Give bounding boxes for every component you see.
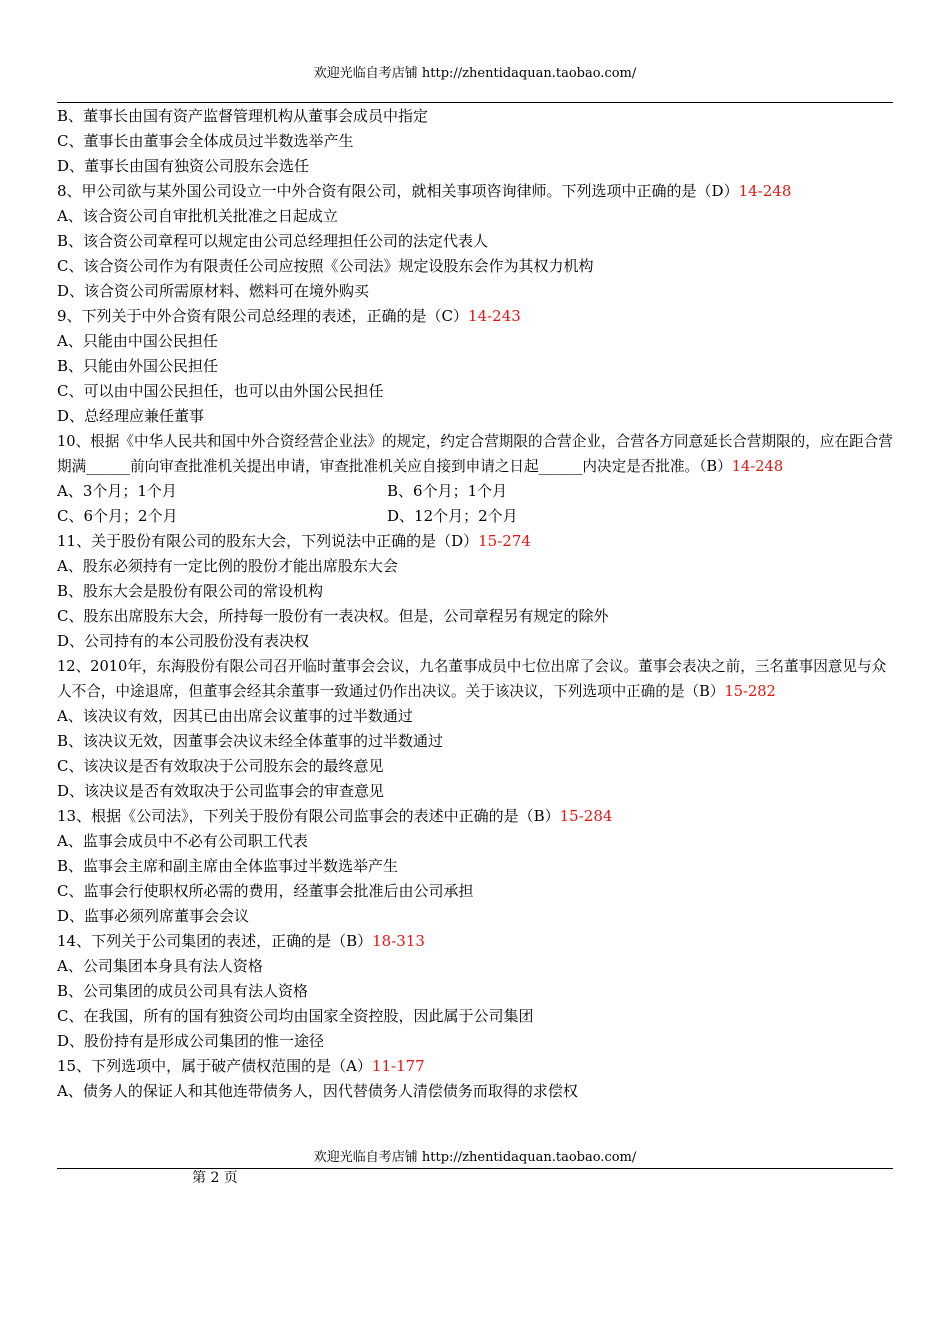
- option-line: A、公司集团本身具有法人资格: [57, 957, 263, 975]
- option-line: B、该决议无效，因董事会决议未经全体董事的过半数通过: [57, 732, 444, 750]
- option-line: D、董事长由国有独资公司股东会选任: [57, 157, 310, 175]
- question-text: 9、下列关于中外合资有限公司总经理的表述，正确的是（C）: [57, 307, 469, 325]
- option-line: A、股东必须持有一定比例的股份才能出席股东大会: [57, 557, 398, 575]
- question-text: 13、根据《公司法》，下列关于股份有限公司监事会的表述中正确的是（B）: [57, 807, 560, 825]
- option-line: A、该合资公司自审批机关批准之日起成立: [57, 207, 338, 225]
- option-line: D、公司持有的本公司股份没有表决权: [57, 632, 310, 650]
- question-11: [57, 529, 893, 554]
- option-line: D、股份持有是形成公司集团的惟一途径: [57, 1032, 325, 1050]
- header-rule: [57, 102, 893, 103]
- option-line: C、股东出席股东大会，所持每一股份有一表决权。但是，公司章程另有规定的除外: [57, 607, 609, 625]
- question-15: [57, 1054, 893, 1079]
- option-cell: B、6个月；1个月: [387, 482, 508, 500]
- reference-code: 14-243: [468, 307, 521, 325]
- reference-code: 11-177: [371, 1057, 425, 1075]
- question-text: 8、甲公司欲与某外国公司设立一中外合资有限公司，就相关事项咨询律师。下列选项中正确的是（D）: [57, 182, 739, 200]
- option-line: C、董事长由董事会全体成员过半数选举产生: [57, 132, 354, 150]
- option-line: C、该决议是否有效取决于公司股东会的最终意见: [57, 757, 384, 775]
- reference-code: 15-282: [724, 683, 776, 700]
- option-line: C、监事会行使职权所必需的费用，经董事会批准后由公司承担: [57, 882, 474, 900]
- question-text: 10、根据《中华人民共和国中外合资经营企业法》的规定，约定合营期限的合营企业，合营各方同意延长合营期限的，应在距合营期满______前向审查批准机关提出申请，审查批准机关应自接到申请之日起______内决定是否批准。（B）: [57, 433, 893, 475]
- option-line: B、股东大会是股份有限公司的常设机构: [57, 582, 324, 600]
- option-line: B、监事会主席和副主席由全体监事过半数选举产生: [57, 857, 399, 875]
- option-line: A、该决议有效，因其已由出席会议董事的过半数通过: [57, 707, 413, 725]
- footer-rule: [57, 1168, 893, 1169]
- question-13: [57, 804, 893, 829]
- option-pair: [57, 479, 893, 504]
- option-cell: D、12个月；2个月: [387, 507, 518, 525]
- option-line: C、该合资公司作为有限责任公司应按照《公司法》规定设股东会作为其权力机构: [57, 257, 594, 275]
- option-line: D、该决议是否有效取决于公司监事会的审查意见: [57, 782, 385, 800]
- option-line: C、可以由中国公民担任，也可以由外国公民担任: [57, 382, 384, 400]
- reference-code: 15-284: [559, 807, 613, 825]
- question-text: 11、关于股份有限公司的股东大会，下列说法中正确的是（D）: [57, 532, 479, 550]
- reference-code: 14-248: [731, 458, 784, 475]
- option-pair: [57, 504, 893, 529]
- question-text: 14、下列关于公司集团的表述，正确的是（B）: [57, 932, 373, 950]
- option-line: B、公司集团的成员公司具有法人资格: [57, 982, 309, 1000]
- option-line: D、总经理应兼任董事: [57, 407, 205, 425]
- option-line: D、监事必须列席董事会会议: [57, 907, 250, 925]
- page-number: 第 2 页: [192, 1170, 238, 1186]
- option-cell: A、3个月；1个月: [57, 482, 177, 500]
- question-14: [57, 929, 893, 954]
- question-9: [57, 304, 893, 329]
- page-header: 欢迎光临自考店铺 http://zhentidaquan.taobao.com/: [313, 66, 637, 81]
- option-line: B、只能由外国公民担任: [57, 357, 219, 375]
- page-footer: 欢迎光临自考店铺 http://zhentidaquan.taobao.com/: [313, 1150, 637, 1165]
- reference-code: 18-313: [372, 932, 425, 950]
- option-line: D、该合资公司所需原材料、燃料可在境外购买: [57, 282, 370, 300]
- option-line: B、董事长由国有资产监督管理机构从董事会成员中指定: [57, 107, 429, 125]
- document-body: [57, 104, 893, 1104]
- option-line: C、在我国，所有的国有独资公司均由国家全资控股，因此属于公司集团: [57, 1007, 534, 1025]
- question-text: 12、2010年，东海股份有限公司召开临时董事会会议，九名董事成员中七位出席了会议。董事会表决之前，三名董事因意见与众人不合，中途退席，但董事会经其余董事一致通过仍作出决议。关于该决议，下列选项中正确的是（B）: [57, 658, 887, 700]
- question-8: [57, 179, 893, 204]
- option-line: A、债务人的保证人和其他连带债务人，因代替债务人清偿债务而取得的求偿权: [57, 1082, 578, 1100]
- question-text: 15、下列选项中，属于破产债权范围的是（A）: [57, 1057, 372, 1075]
- question-10: [57, 429, 893, 479]
- option-cell: C、6个月；2个月: [57, 507, 178, 525]
- reference-code: 15-274: [478, 532, 531, 550]
- option-line: A、监事会成员中不必有公司职工代表: [57, 832, 308, 850]
- option-line: A、只能由中国公民担任: [57, 332, 218, 350]
- reference-code: 14-248: [738, 182, 792, 200]
- question-12: [57, 654, 893, 704]
- option-line: B、该合资公司章程可以规定由公司总经理担任公司的法定代表人: [57, 232, 489, 250]
